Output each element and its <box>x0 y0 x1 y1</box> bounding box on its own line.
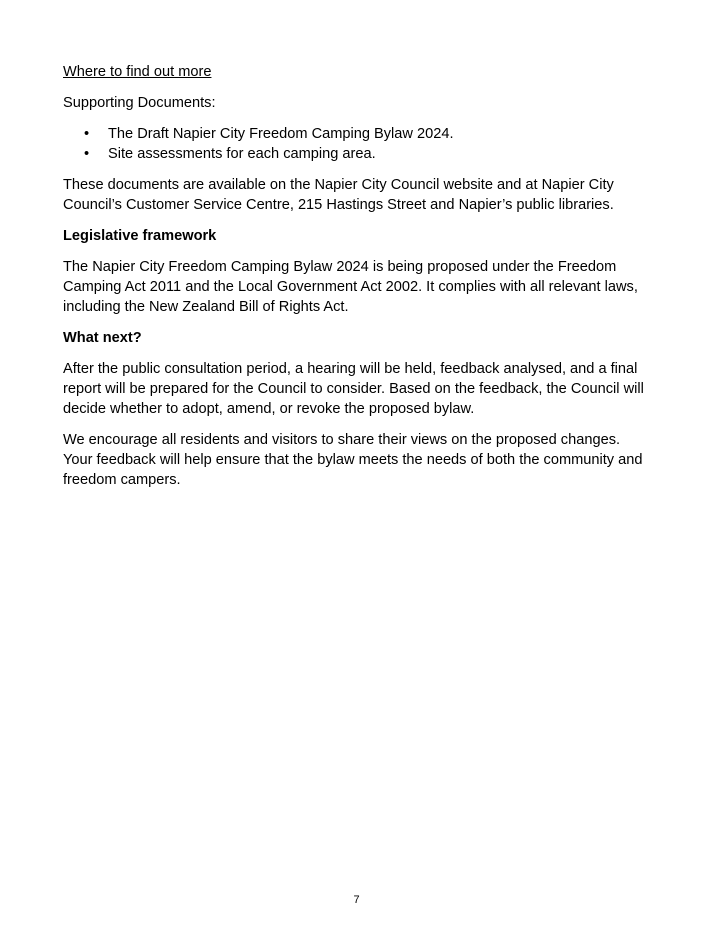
supporting-documents-list <box>63 124 653 164</box>
what-next-paragraph: After the public consultation period, a hearing will be held, feedback analysed, and a final report will be prepared for the Council to consider. Based on the feedback, the Council will decide whether to adopt, amend, or revoke the proposed bylaw. <box>63 361 644 417</box>
encourage-paragraph: We encourage all residents and visitors to share their views on the proposed changes. Your feedback will help ensure that the bylaw meets the needs of both the community and freedom campers. <box>63 432 643 488</box>
page-number: 7 <box>353 894 360 906</box>
what-next-heading: What next? <box>63 330 142 346</box>
list-item <box>63 124 653 144</box>
page-content <box>63 62 653 501</box>
legislative-framework-paragraph: The Napier City Freedom Camping Bylaw 2024 is being proposed under the Freedom Camping Act 2011 and the Local Government Act 2002. It complies with all relevant laws, including the New Zealand Bill of Rights Act. <box>63 259 638 315</box>
list-item <box>63 144 653 164</box>
bullet-icon: • <box>84 146 90 162</box>
find-out-more-heading: Where to find out more <box>63 64 212 80</box>
list-item-text: The Draft Napier City Freedom Camping Bylaw 2024. <box>108 126 454 142</box>
list-item-text: Site assessments for each camping area. <box>108 146 376 162</box>
legislative-framework-heading: Legislative framework <box>63 228 217 244</box>
find-out-more-paragraph <box>63 62 653 82</box>
bullet-icon: • <box>84 126 90 142</box>
supporting-documents-label: Supporting Documents: <box>63 95 216 111</box>
availability-paragraph: These documents are available on the Napier City Council website and at Napier City Council’s Customer Service Centre, 215 Hastings Street and Napier’s public libraries. <box>63 177 614 213</box>
